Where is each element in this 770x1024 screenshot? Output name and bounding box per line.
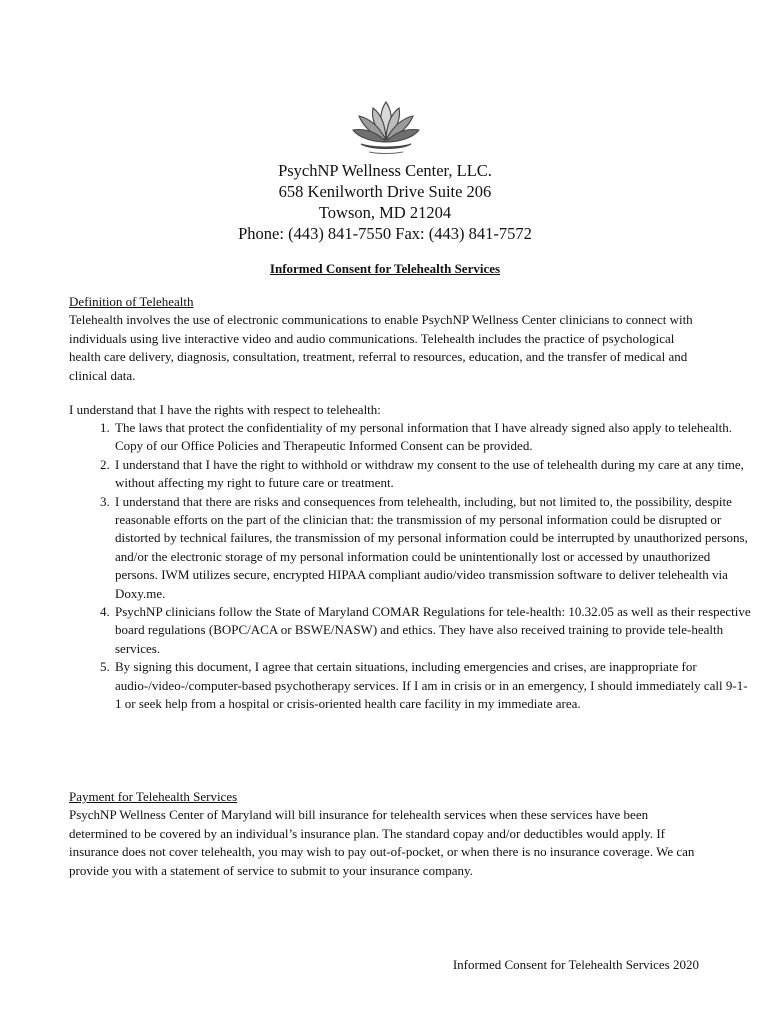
- rights-item: 3. I understand that there are risks and consequences from telehealth, including, but not limited to, the possibility, despite reasonable efforts on the part of the clinician that: the transmission of my personal information could be disrupted or distorted by technical failures, the transmission of my personal information could be interrupted by unauthorized persons, and/or the electronic storage of my personal information could be unintentionally lost or accessed by unauthorized persons. IWM utilizes secure, encrypted HIPAA compliant audio/video transmission software to deliver telehealth via Doxy.me.: [113, 493, 753, 603]
- company-name: PsychNP Wellness Center, LLC.: [278, 161, 492, 180]
- payment-section: [69, 788, 709, 880]
- page-footer: Informed Consent for Telehealth Services 2020: [452, 957, 699, 972]
- rights-item: 1. The laws that protect the confidentiality of my personal information that I have already signed also apply to telehealth. Copy of our Office Policies and Therapeutic Informed Consent can be provided.: [113, 419, 753, 456]
- rights-item: 2. I understand that I have the right to withhold or withdraw my consent to the use of telehealth during my care at any time, without affecting my right to future care or treatment.: [113, 456, 753, 493]
- rights-intro: I understand that I have the rights with respect to telehealth:: [69, 402, 381, 417]
- definition-section: [69, 293, 709, 385]
- company-address: 658 Kenilworth Drive Suite 206: [278, 182, 492, 201]
- payment-text: PsychNP Wellness Center of Maryland will bill insurance for telehealth services when these services have been determined to be covered by an individual’s insurance plan. The standard copay and/or deductibles would apply. If insurance does not cover telehealth, you may wish to pay out-of-pocket, or when there is no insurance coverage. We can provide you with a statement of service to submit to your insurance company.: [69, 807, 695, 878]
- lotus-flower-logo-icon: [351, 98, 421, 156]
- rights-item: 5. By signing this document, I agree that certain situations, including emergencies and crises, are inappropriate for audio-/video-/computer-based psychotherapy services. If I am in crisis or in an emergency, I should immediately call 9-1-1 or seek help from a hospital or crisis-oriented health care facility in my immediate area.: [113, 658, 753, 713]
- company-contact: Phone: (443) 841-7550 Fax: (443) 841-7572: [238, 224, 532, 243]
- rights-item: 4. PsychNP clinicians follow the State of Maryland COMAR Regulations for tele-health: 10.32.05 as well as their respective board regulations (BOPC/ACA or BSWE/NASW) and ethics. They have also received training to provide tele-health services.: [113, 603, 753, 658]
- document-title: Informed Consent for Telehealth Services: [269, 261, 501, 276]
- rights-list: [69, 419, 753, 714]
- company-city: Towson, MD 21204: [318, 203, 452, 222]
- payment-heading: Payment for Telehealth Services: [69, 789, 238, 804]
- definition-text: Telehealth involves the use of electronic communications to enable PsychNP Wellness Center clinicians to connect with individuals using live interactive video and audio communications. Telehealth includes the practice of psychological health care delivery, diagnosis, consultation, treatment, referral to resources, education, and the transfer of medical and clinical data.: [69, 312, 693, 383]
- definition-heading: Definition of Telehealth: [69, 294, 194, 309]
- letterhead: [0, 160, 770, 244]
